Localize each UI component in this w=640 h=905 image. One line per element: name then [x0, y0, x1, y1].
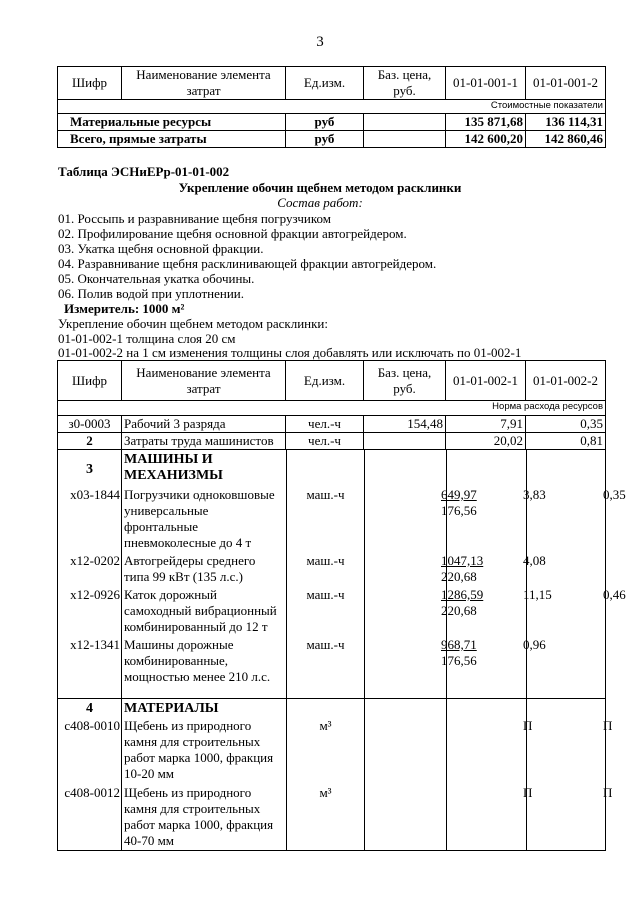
operators-code: 2 [58, 433, 122, 450]
description: Укрепление обочин щебнем методом расклинки: [58, 316, 328, 331]
row-total-price [364, 131, 446, 148]
section-title: Укрепление обочин щебнем методом расклинки [178, 180, 462, 195]
worker-unit: чел.-ч [286, 416, 364, 433]
machine-price: 649,97 176,56 [441, 487, 477, 518]
machine-v1: 0,96 [523, 637, 546, 652]
material-name: Щебень из природного камня для строительных работ марка 1000, фракция 10-20 мм [124, 718, 274, 781]
worker-name: Рабочий 3 разряда [122, 416, 286, 433]
machines-group-name: МАШИНЫ И [124, 452, 213, 467]
row-material-name: Материальные ресурсы [58, 114, 286, 131]
machines-group-code: 3 [86, 462, 93, 477]
machine-price: 1286,59 220,68 [441, 587, 484, 618]
variant-line: 01-01-002-2 на 1 см изменения толщины слоя добавлять или исключать по 01-002-1 [58, 345, 522, 360]
works-title: Состав работ: [277, 195, 363, 210]
material-code: с408-0012 [64, 785, 120, 800]
cost-indicators-table [57, 66, 606, 148]
table-title: Таблица ЭСНиЕРр-01-01-002 [58, 164, 230, 179]
machine-unit: маш.-ч [306, 487, 345, 502]
machine-price: 968,71 176,56 [441, 637, 477, 668]
machines-group-name: МЕХАНИЗМЫ [124, 468, 223, 483]
machine-v1: 4,08 [523, 553, 546, 568]
measurer: Измеритель: 1000 м² [64, 301, 185, 316]
page-number: 3 [316, 34, 324, 50]
operators-unit: чел.-ч [286, 433, 364, 450]
work-item: 01. Россыпь и разравнивание щебня погрузчиком [58, 211, 331, 226]
machine-v1: 11,15 [523, 587, 552, 602]
header-price: Баз. цена, руб. [364, 67, 446, 100]
row-material-unit: руб [286, 114, 364, 131]
operators-price [364, 433, 446, 450]
materials-block [58, 699, 613, 851]
material-unit: м³ [319, 718, 332, 733]
work-item: 02. Профилирование щебня основной фракции автогрейдером. [58, 226, 407, 241]
variant-line: 01-01-002-1 толщина слоя 20 см [58, 331, 236, 346]
material-v1: П [523, 785, 533, 800]
row-material-price [364, 114, 446, 131]
header-code: Шифр [58, 361, 122, 401]
worker-code: з0-0003 [58, 416, 122, 433]
header-code: Шифр [58, 67, 122, 100]
material-v1: П [523, 718, 533, 733]
machine-v2: 0,35 [603, 487, 626, 502]
machine-v1: 3,83 [523, 487, 546, 502]
worker-v1: 7,91 [446, 416, 526, 433]
header-variant-1: 01-01-002-1 [446, 361, 526, 401]
operators-name: Затраты труда машинистов [122, 433, 286, 450]
work-item: 05. Окончательная укатка обочины. [58, 271, 255, 286]
header-variant-1: 01-01-001-1 [446, 67, 526, 100]
machine-name: Автогрейдеры среднего типа 99 кВт (135 л.с.) [124, 553, 256, 584]
row-material-v1: 135 871,68 [446, 114, 526, 131]
row-total-v1: 142 600,20 [446, 131, 526, 148]
machine-name: Погрузчики одноковшовые универсальные фронтальные пневмоколесные до 4 т [124, 487, 275, 550]
machine-code: х12-1341 [70, 637, 120, 652]
row-material-v2: 136 114,31 [526, 114, 606, 131]
materials-group-code: 4 [86, 701, 93, 716]
work-item: 03. Укатка щебня основной фракции. [58, 241, 264, 256]
material-unit: м³ [319, 785, 332, 800]
material-name: Щебень из природного камня для строительных работ марка 1000, фракция 40-70 мм [124, 785, 274, 848]
work-item: 06. Полив водой при уплотнении. [58, 286, 245, 301]
machine-name: Машины дорожные комбинированные, мощностью менее 210 л.с. [124, 637, 271, 684]
material-v2: П [603, 785, 613, 800]
machine-v2: 0,46 [603, 587, 626, 602]
machine-unit: маш.-ч [306, 637, 345, 652]
machines-block [58, 450, 626, 699]
header-price: Баз. цена, руб. [364, 361, 446, 401]
machine-name: Каток дорожный самоходный вибрационный комбинированный до 12 т [124, 587, 277, 634]
operators-v1: 20,02 [446, 433, 526, 450]
worker-price: 154,48 [364, 416, 446, 433]
machine-unit: маш.-ч [306, 553, 345, 568]
subheader-cost: Стоимостные показатели [58, 100, 606, 114]
header-variant-2: 01-01-002-2 [526, 361, 606, 401]
header-unit: Ед.изм. [286, 67, 364, 100]
worker-v2: 0,35 [526, 416, 606, 433]
machine-unit: маш.-ч [306, 587, 345, 602]
machine-code: х12-0926 [70, 587, 120, 602]
machine-code: х03-1844 [70, 487, 120, 502]
resource-norms-table [57, 360, 626, 851]
machine-code: х12-0202 [70, 553, 120, 568]
machine-price: 1047,13 220,68 [441, 553, 484, 584]
header-name: Наименование элемента затрат [122, 361, 286, 401]
header-unit: Ед.изм. [286, 361, 364, 401]
materials-group-name: МАТЕРИАЛЫ [124, 701, 219, 716]
subheader-norms: Норма расхода ресурсов [58, 401, 606, 416]
row-total-name: Всего, прямые затраты [58, 131, 286, 148]
material-v2: П [603, 718, 613, 733]
material-code: с408-0010 [64, 718, 120, 733]
header-name: Наименование элемента затрат [122, 67, 286, 100]
row-total-unit: руб [286, 131, 364, 148]
header-variant-2: 01-01-001-2 [526, 67, 606, 100]
operators-v2: 0,81 [526, 433, 606, 450]
row-total-v2: 142 860,46 [526, 131, 606, 148]
work-item: 04. Разравнивание щебня расклинивающей фракции автогрейдером. [58, 256, 437, 271]
